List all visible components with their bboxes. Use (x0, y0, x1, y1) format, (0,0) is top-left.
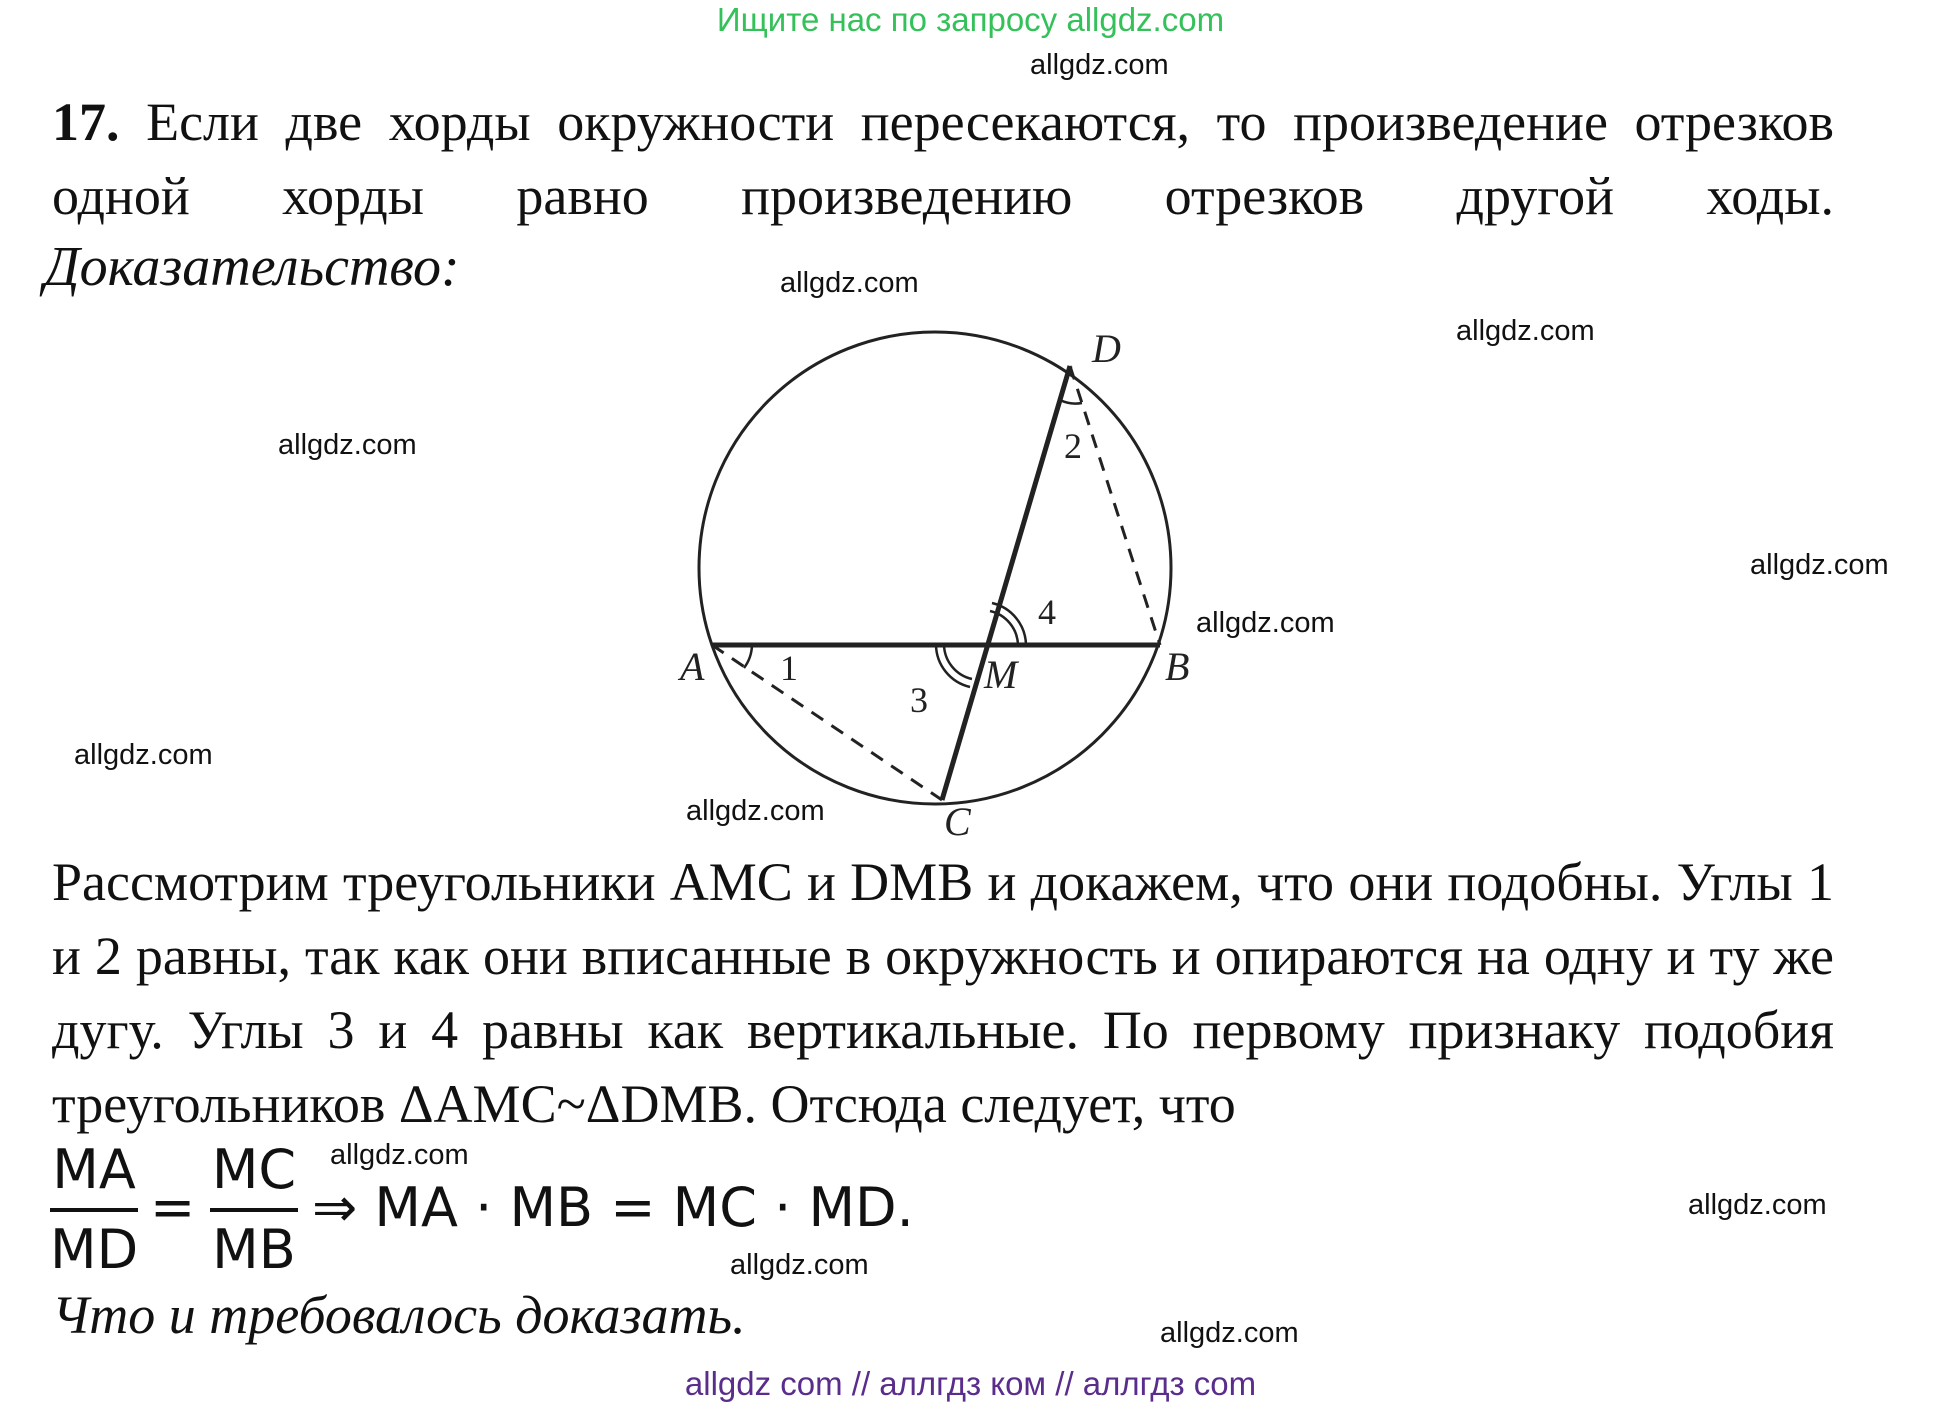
angle-2-label: 2 (1064, 426, 1082, 466)
fraction-ma-md (50, 1140, 138, 1280)
circle (699, 332, 1171, 804)
conclusion: Что и требовалось доказать. (52, 1285, 746, 1345)
fraction-mc-mb (210, 1140, 298, 1280)
watermark: allgdz.com (1196, 607, 1335, 639)
fraction-denominator: MB (212, 1218, 296, 1281)
watermark: allgdz.com (780, 267, 919, 299)
fraction-numerator: MA (52, 1138, 136, 1201)
watermark: allgdz.com (278, 429, 417, 461)
footer-watermark: allgdz com // аллгдз ком // аллгдз com (684, 1365, 1257, 1402)
watermark: allgdz.com (730, 1249, 869, 1281)
circle-chords-diagram (660, 300, 1220, 860)
formula-result: ⇒ MA · MB = MC · MD. (312, 1176, 914, 1239)
angle-1-label: 1 (780, 648, 798, 688)
angle-1-arc (744, 645, 752, 668)
segment-db (1070, 366, 1160, 645)
watermark: allgdz.com (1456, 315, 1595, 347)
point-a-label: A (680, 644, 705, 689)
proof-text: Рассмотрим треугольники AMC и DMB и докажем, что они подобны. Углы 1 и 2 равны, так как они вписанные в окружность и опираются на одну и ту же дугу. Углы 3 и 4 равны как вертикальные. По первому признаку подобия треугольников ΔAMC~ΔDMB. Отсюда следует, что (52, 852, 1834, 1134)
watermark: allgdz.com (1750, 549, 1889, 581)
top-banner: Ищите нас по запросу allgdz.com (716, 1, 1225, 38)
angle-3-label: 3 (910, 680, 928, 720)
angle-4-label: 4 (1038, 592, 1056, 632)
formula (50, 1140, 950, 1290)
watermark: allgdz.com (1030, 49, 1169, 81)
proof-heading: Доказательство: (44, 236, 460, 298)
watermark: allgdz.com (686, 795, 825, 827)
point-b-label: B (1165, 644, 1190, 689)
point-d-label: D (1092, 326, 1121, 371)
watermark: allgdz.com (330, 1139, 469, 1171)
point-c-label: C (944, 799, 971, 844)
angle-2-arc (1060, 400, 1082, 404)
watermark: allgdz.com (1160, 1317, 1299, 1349)
theorem-text: Если две хорды окружности пересекаются, то произведение отрезков одной хорды равно произведению отрезков другой ходы. (52, 92, 1834, 226)
theorem-statement (52, 85, 1834, 233)
fraction-numerator: MC (211, 1138, 297, 1201)
theorem-number: 17. (52, 92, 120, 152)
fraction-denominator: MD (50, 1218, 139, 1281)
point-m-label: M (984, 652, 1018, 697)
equals-sign: = (150, 1176, 196, 1239)
watermark: allgdz.com (74, 739, 213, 771)
watermark: allgdz.com (1688, 1189, 1827, 1221)
chord-dc (942, 366, 1070, 800)
